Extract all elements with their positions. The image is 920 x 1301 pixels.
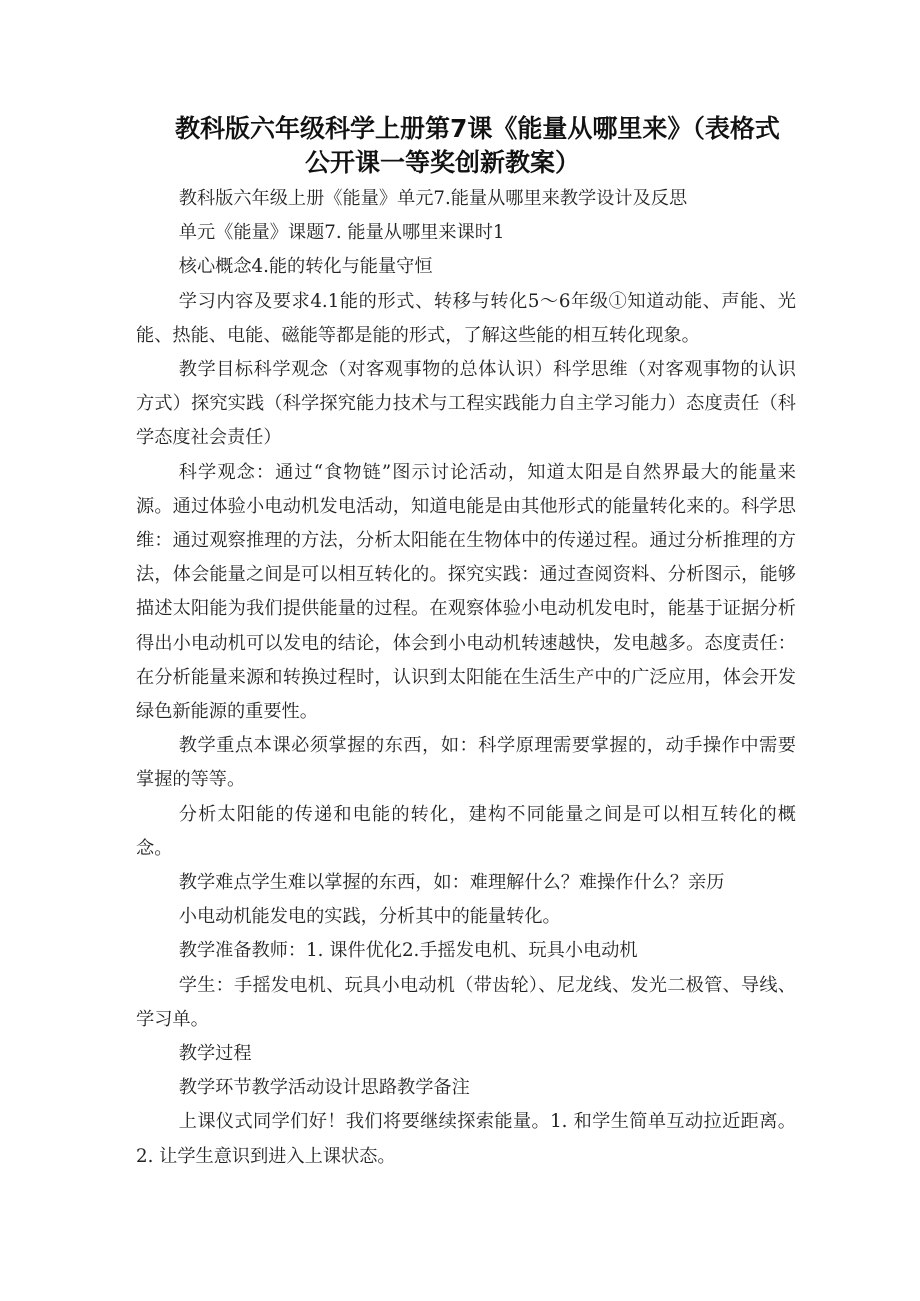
paragraph-key-points-detail: 分析太阳能的传递和电能的转化，建构不同能量之间是可以相互转化的概念。: [136, 803, 796, 859]
paragraph-class-opening: 上课仪式同学们好！我们将要继续探索能量。1. 和学生简单互动拉近距离。2. 让学生意识到进入上课状态。: [136, 1111, 796, 1167]
title-line-1: 教科版六年级科学上册第7课《能量从哪里来》（表格式: [175, 114, 780, 143]
title-line-2: 公开课一等奖创新教案）: [305, 148, 581, 177]
document-body: [136, 182, 796, 1174]
paragraph-key-points: 教学重点本课必须掌握的东西，如：科学原理需要掌握的，动手操作中需要掌握的等等。: [136, 735, 796, 791]
paragraph-science-concepts: 科学观念：通过“食物链”图示讨论活动，知道太阳是自然界最大的能量来源。通过体验小电动机发电活动，知道电能是由其他形式的能量转化来的。科学思维：通过观察推理的方法，分析太阳能在生物体中的传递过程。通过分析推理的方法，体会能量之间是可以相互转化的。探究实践：通过查阅资料、分析图示，能够描述太阳能为我们提供能量的过程。在观察体验小电动机发电时，能基于证据分析得出小电动机可以发电的结论，体会到小电动机转速越快，发电越多。态度责任：在分析能量来源和转换过程时，认识到太阳能在生活生产中的广泛应用，体会开发绿色新能源的重要性。: [136, 461, 796, 723]
paragraph-core-concept: 核心概念4.能的转化与能量守恒: [178, 256, 433, 278]
paragraph-learning-requirements: 学习内容及要求4.1能的形式、转移与转化5～6年级①知道动能、声能、光能、热能、电能、磁能等都是能的形式，了解这些能的相互转化现象。: [136, 290, 796, 346]
paragraph-teaching-process: 教学过程: [178, 1043, 252, 1065]
paragraph-student-prep: 学生：手摇发电机、玩具小电动机（带齿轮）、尼龙线、发光二极管、导线、学习单。: [136, 974, 796, 1030]
paragraph-unit-info: 教科版六年级上册《能量》单元7.能量从哪里来教学设计及反思: [178, 188, 688, 209]
paragraph-teaching-goals: 教学目标科学观念（对客观事物的总体认识）科学思维（对客观事物的认识方式）探究实践（科学探究能力技术与工程实践能力自主学习能力）态度责任（科学态度社会责任）: [136, 359, 796, 449]
paragraph-table-header: 教学环节教学活动设计思路教学备注: [178, 1077, 470, 1099]
paragraph-teacher-prep: 教学准备教师：1. 课件优化2.手摇发电机、玩具小电动机: [178, 940, 638, 962]
paragraph-lesson-info: 单元《能量》课题7. 能量从哪里来课时1: [178, 222, 505, 244]
paragraph-difficulties: 教学难点学生难以掌握的东西，如：难理解什么？难操作什么？亲历: [178, 872, 725, 894]
document-title: [175, 112, 815, 180]
paragraph-difficulties-detail: 小电动机能发电的实践，分析其中的能量转化。: [178, 906, 561, 928]
